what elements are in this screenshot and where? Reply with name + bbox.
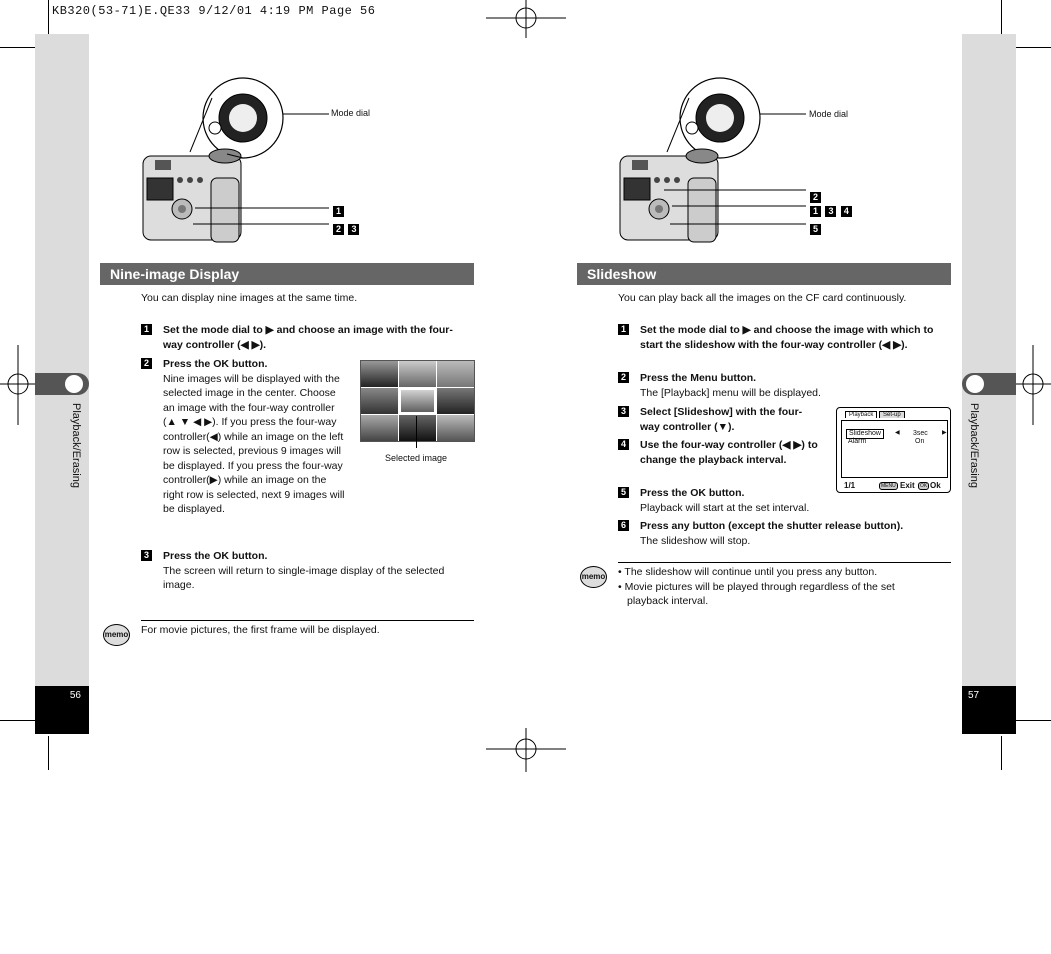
right-sidebar (962, 34, 1016, 686)
step-number: 2 (618, 372, 629, 383)
callout-number: 2 (333, 224, 344, 235)
memo-icon: memo (103, 624, 130, 646)
crop-mark (1001, 736, 1002, 770)
step-instruction: Set the mode dial to ▶ and choose the image with which to start the slideshow with the four-way controller (◀ ▶). (640, 324, 934, 351)
step-instruction: Set the mode dial to ▶ and choose an image with the four-way controller (◀ ▶). (163, 324, 453, 351)
section-title: Slideshow (577, 263, 951, 285)
callout-number: 3 (348, 224, 359, 235)
registration-mark-left (0, 345, 40, 425)
memo-item: • The slideshow will continue until you press any button. (618, 566, 878, 578)
exit-label: Exit (900, 481, 915, 490)
callout-number: 1 (333, 206, 344, 217)
step-number: 5 (618, 487, 629, 498)
step-number: 4 (618, 439, 629, 450)
thumbnail (437, 361, 474, 387)
mode-dial-label: Mode dial (331, 108, 371, 118)
step-description: Nine images will be displayed with the selected image in the center. Choose an image with the four-way controller (▲ ▼ ◀ ▶). If you press the four-way controller(◀) while an image on the left row is selected, previous 9 images will be displayed. If you press the four-way controller(▶) while an image on the right row is selected, next 9 images will be displayed. (163, 372, 345, 515)
thumbnail (361, 415, 398, 441)
callout-number: 4 (841, 206, 852, 217)
callout-number: 3 (825, 206, 836, 217)
step-number: 3 (141, 550, 152, 561)
step-2 (618, 371, 948, 400)
menu-item-alarm: Alarm (848, 438, 867, 445)
camera-illustration (612, 76, 812, 246)
thumbnail (361, 361, 398, 387)
step-instruction: Press any button (except the shutter release button). (640, 520, 904, 532)
lcd-menu-screen (836, 407, 951, 493)
intro-text: You can play back all the images on the CF card continuously. (618, 292, 907, 304)
memo-list (618, 565, 938, 609)
thumbnail (399, 415, 436, 441)
ok-label: Ok (930, 481, 941, 490)
frame-counter: 1/1 (844, 481, 856, 490)
step-instruction: Select [Slideshow] with the four-way controller (▼). (640, 406, 803, 433)
step-number: 6 (618, 520, 629, 531)
step-2 (141, 357, 349, 517)
step-description: The screen will return to single-image display of the selected image. (163, 564, 445, 591)
step-4 (618, 438, 824, 467)
step-6 (618, 519, 948, 548)
step-instruction: Press the OK button. (163, 550, 268, 562)
menu-key-icon: MENU (881, 483, 896, 489)
memo-rule (618, 562, 951, 563)
side-label: Playback/Erasing (70, 403, 82, 488)
step-number: 2 (141, 358, 152, 369)
ok-key-icon: OK (920, 483, 928, 489)
callout-number: 1 (810, 206, 821, 217)
slideshow-interval: 3sec (913, 430, 928, 437)
step-description: The [Playback] menu will be displayed. (640, 386, 821, 399)
intro-text: You can display nine images at the same time. (141, 292, 358, 304)
chapter-tab-circle (65, 375, 83, 393)
step-description: The slideshow will stop. (640, 534, 751, 547)
left-arrow-icon: ◀ (895, 430, 900, 436)
menu-item-slideshow: Slideshow (846, 429, 884, 439)
thumbnail (361, 388, 398, 414)
memo-item: • Movie pictures will be played through regardless of the set playback interval. (618, 580, 895, 607)
step-number: 1 (141, 324, 152, 335)
crop-mark (48, 736, 49, 770)
camera-illustration (135, 76, 335, 246)
registration-mark-top (486, 0, 566, 40)
step-instruction: Press the OK button. (640, 487, 745, 499)
thumbnail (399, 361, 436, 387)
right-arrow-icon: ▶ (942, 430, 947, 436)
step-3 (141, 549, 471, 593)
chapter-tab-circle (966, 375, 984, 393)
step-1 (141, 323, 471, 352)
registration-mark-bottom (486, 728, 566, 772)
left-sidebar (35, 34, 89, 686)
memo-text: For movie pictures, the first frame will be displayed. (141, 624, 380, 636)
callout-number: 5 (810, 224, 821, 235)
step-1 (618, 323, 948, 352)
memo-icon: memo (580, 566, 607, 588)
nine-image-grid (360, 360, 475, 442)
step-number: 1 (618, 324, 629, 335)
caption-leader (416, 416, 417, 448)
step-instruction: Use the four-way controller (◀ ▶) to change the playback interval. (640, 439, 818, 466)
side-label: Playback/Erasing (968, 403, 980, 488)
alarm-value: On (915, 438, 925, 445)
page-number: 57 (962, 686, 1016, 734)
section-title: Nine-image Display (100, 263, 474, 285)
step-instruction: Press the Menu button. (640, 372, 757, 384)
thumbnail (437, 388, 474, 414)
memo-rule (141, 620, 474, 621)
page-number: 56 (35, 686, 89, 734)
step-instruction: Press the OK button. (163, 358, 268, 370)
selected-thumbnail (399, 388, 436, 414)
tab-setup: Set-up (879, 411, 905, 418)
registration-mark-right (1011, 345, 1051, 425)
print-slug: KB320(53-71)E.QE33 9/12/01 4:19 PM Page 56 (52, 4, 376, 18)
selected-image-caption: Selected image (385, 453, 448, 463)
step-description: Playback will start at the set interval. (640, 501, 810, 514)
tab-playback: Playback (845, 411, 877, 418)
thumbnail (437, 415, 474, 441)
step-3 (618, 405, 818, 434)
step-number: 3 (618, 406, 629, 417)
mode-dial-label: Mode dial (809, 109, 849, 119)
callout-number: 2 (810, 192, 821, 203)
